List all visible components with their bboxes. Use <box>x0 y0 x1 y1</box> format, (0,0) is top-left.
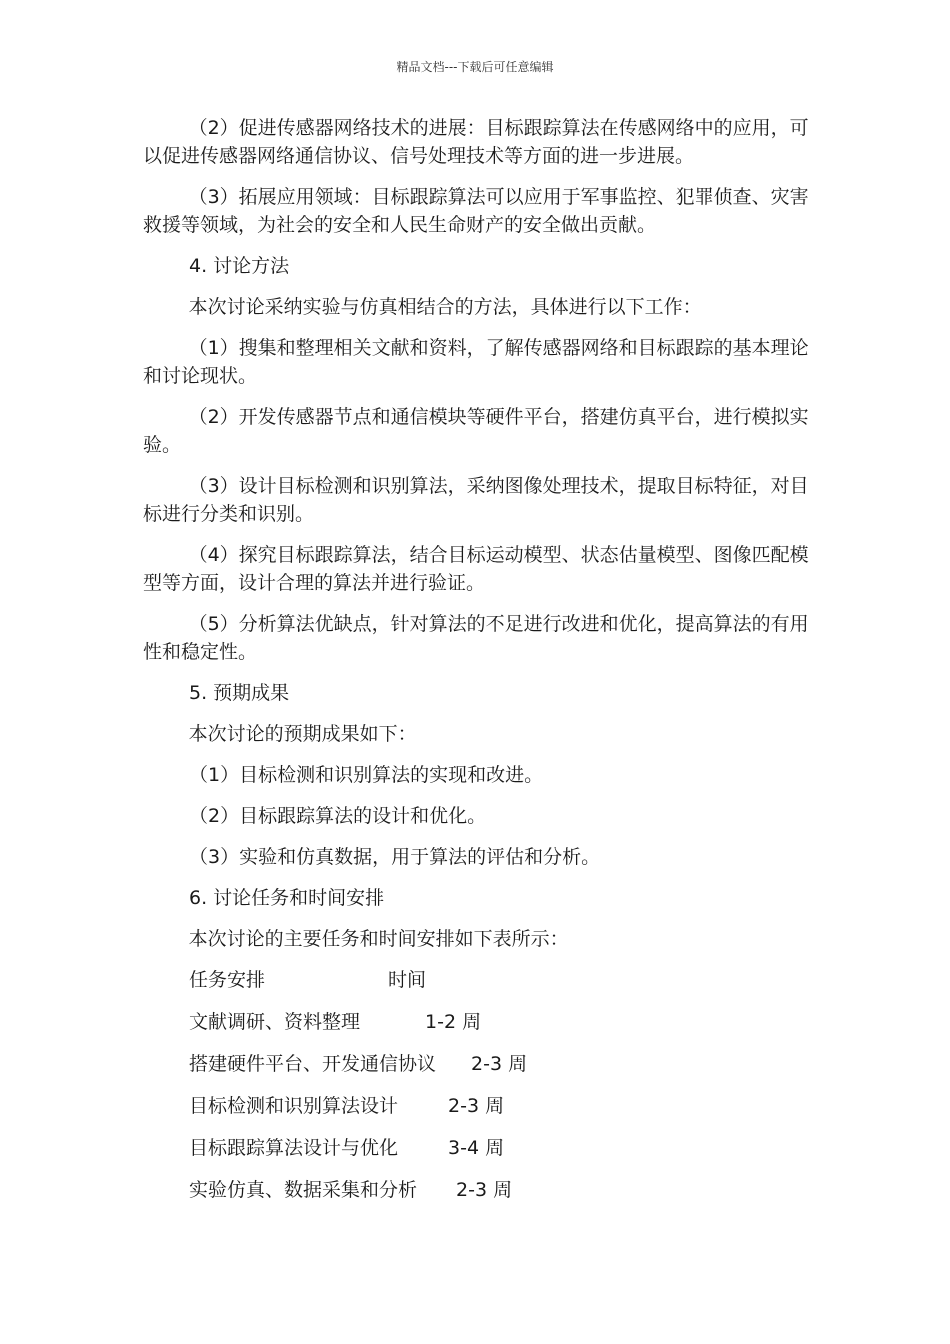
table-cell-time: 2-3 周 <box>471 1053 528 1075</box>
table-header-task: 任务安排 <box>189 969 266 991</box>
method-item-5: （5）分析算法优缺点，针对算法的不足进行改进和优化，提高算法的有用性和稳定性。 <box>143 613 809 663</box>
table-row <box>143 1008 823 1036</box>
schedule-intro: 本次讨论的主要任务和时间安排如下表所示： <box>188 928 569 950</box>
table-cell-task: 文献调研、资料整理 <box>189 1011 361 1033</box>
section-heading-methods: 4. 讨论方法 <box>189 255 290 277</box>
table-cell-time: 1-2 周 <box>425 1011 482 1033</box>
table-cell-time: 3-4 周 <box>448 1137 505 1159</box>
document-body <box>143 114 823 1218</box>
methods-intro: 本次讨论采纳实验与仿真相结合的方法，具体进行以下工作： <box>188 296 702 318</box>
section-heading-outcomes: 5. 预期成果 <box>189 682 290 704</box>
table-cell-task: 搭建硬件平台、开发通信协议 <box>189 1053 437 1075</box>
method-item-1: （1）搜集和整理相关文献和资料，了解传感器网络和目标跟踪的基本理论和讨论现状。 <box>143 337 809 387</box>
table-row <box>143 1176 823 1204</box>
table-header-time: 时间 <box>388 969 427 991</box>
table-cell-time: 2-3 周 <box>448 1095 505 1117</box>
table-row <box>143 1134 823 1162</box>
method-item-2: （2）开发传感器节点和通信模块等硬件平台，搭建仿真平台，进行模拟实验。 <box>143 406 809 456</box>
outcomes-intro: 本次讨论的预期成果如下： <box>188 723 417 745</box>
table-row <box>143 1050 823 1078</box>
outcome-item-3: （3）实验和仿真数据，用于算法的评估和分析。 <box>189 846 601 868</box>
method-item-4: （4）探究目标跟踪算法，结合目标运动模型、状态估量模型、图像匹配模型等方面，设计合理的算法并进行验证。 <box>143 544 809 594</box>
outcome-item-2: （2）目标跟踪算法的设计和优化。 <box>189 805 487 827</box>
table-cell-time: 2-3 周 <box>456 1179 513 1201</box>
table-row <box>143 1092 823 1120</box>
benefit-item-2: （2）促进传感器网络技术的进展：目标跟踪算法在传感网络中的应用，可以促进传感器网络通信协议、信号处理技术等方面的进一步进展。 <box>143 117 809 167</box>
table-cell-task: 实验仿真、数据采集和分析 <box>189 1179 418 1201</box>
outcome-item-1: （1）目标检测和识别算法的实现和改进。 <box>189 764 544 786</box>
method-item-3: （3）设计目标检测和识别算法，采纳图像处理技术，提取目标特征，对目标进行分类和识别。 <box>143 475 809 525</box>
schedule-table-header <box>143 966 823 994</box>
table-cell-task: 目标跟踪算法设计与优化 <box>189 1137 399 1159</box>
page-header: 精品文档---下载后可任意编辑 <box>396 60 554 74</box>
section-heading-schedule: 6. 讨论任务和时间安排 <box>189 887 385 909</box>
benefit-item-3: （3）拓展应用领域：目标跟踪算法可以应用于军事监控、犯罪侦查、灾害救援等领域，为社会的安全和人民生命财产的安全做出贡献。 <box>143 186 809 236</box>
table-cell-task: 目标检测和识别算法设计 <box>189 1095 399 1117</box>
